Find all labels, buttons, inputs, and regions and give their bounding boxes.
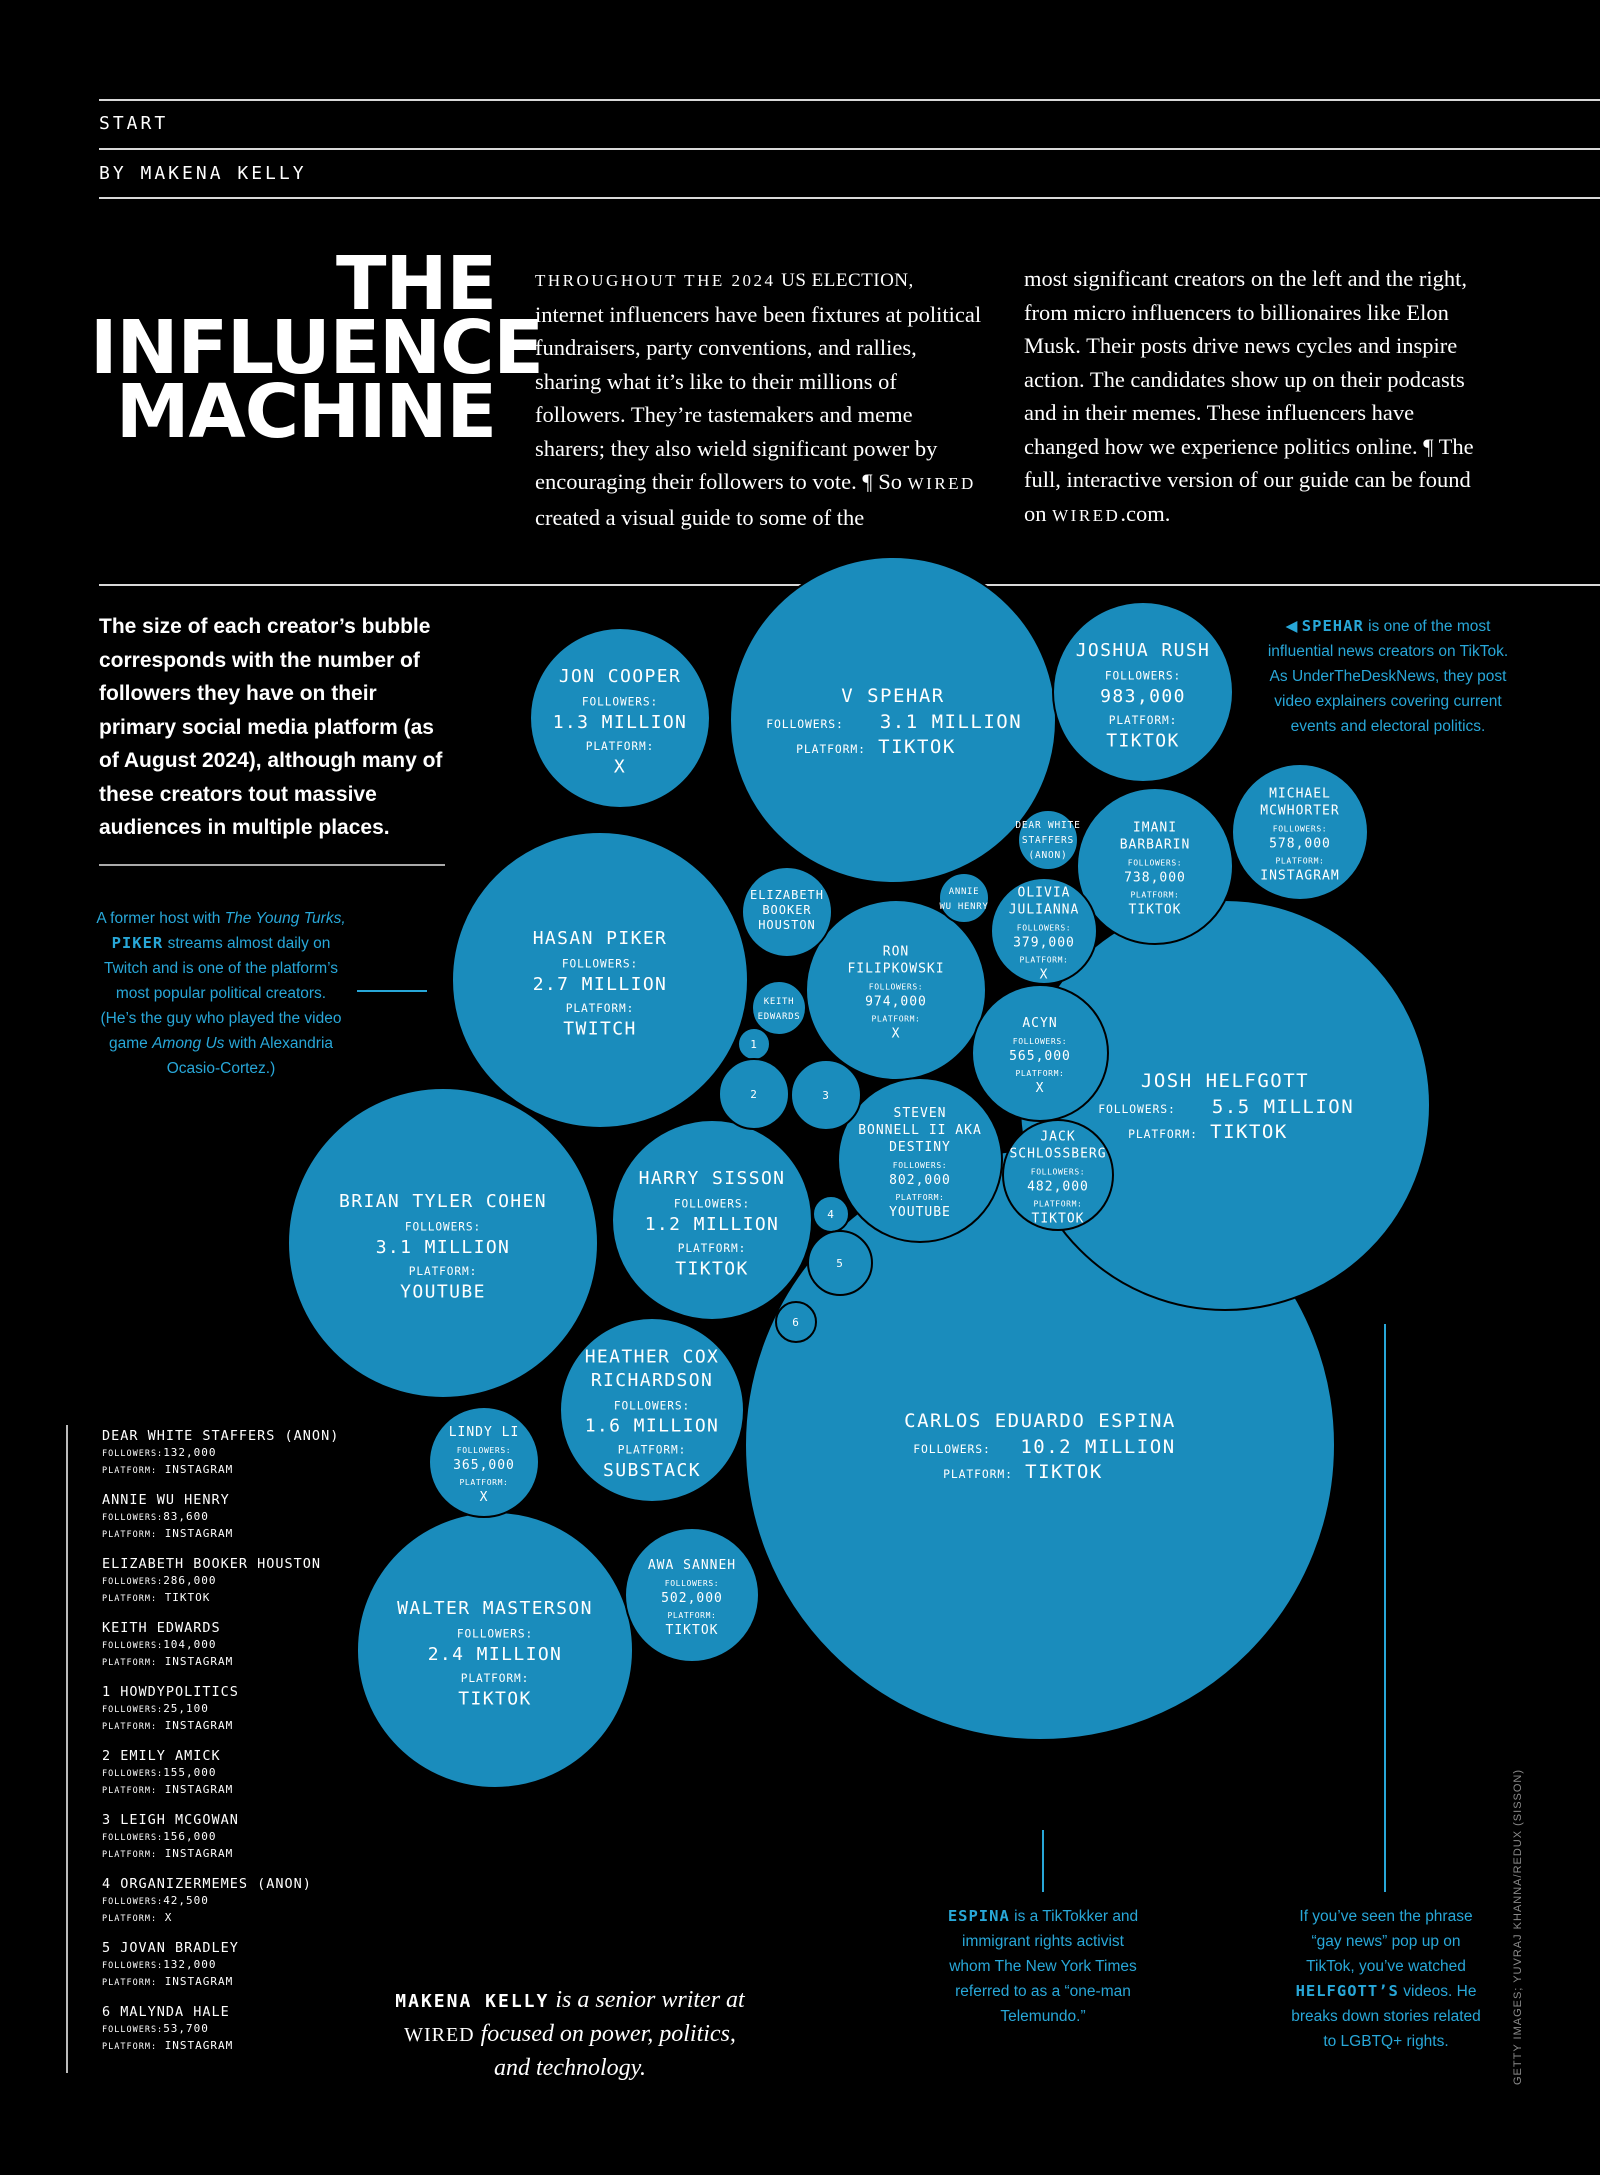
intro-lead: US ELECTION, xyxy=(781,270,914,291)
follower-count: 5.5 MILLION xyxy=(1211,1096,1355,1118)
creator-name: V SPEHAR xyxy=(841,685,945,707)
follower-count: 3.1 MILLION xyxy=(879,711,1023,733)
list-item-name: 4 ORGANIZERMEMES (ANON) xyxy=(102,1876,312,1892)
creator-name: FILIPKOWSKI xyxy=(847,961,945,977)
platform-label: PLATFORM: xyxy=(871,1014,921,1024)
bubble-number: 3 xyxy=(822,1089,830,1102)
platform-name: X xyxy=(1035,1081,1045,1097)
platform-label: PLATFORM: xyxy=(1128,1127,1198,1141)
creator-name: JOSH HELFGOTT xyxy=(1140,1070,1310,1092)
platform-label: PLATFORM: xyxy=(796,742,866,756)
list-item xyxy=(102,1491,339,1543)
creator-name: MCWHORTER xyxy=(1260,803,1340,819)
intro-text: most significant creators on the left and the right, from micro influencers to billionaires like Elon Musk. Their posts drive news cycles and inspire action. The candidates show up on their podcasts and in their memes. These influencers have changed how we experience politics online. ¶ The full, interactive version of our guide can be found on xyxy=(1024,266,1474,526)
creator-name: CARLOS EDUARDO ESPINA xyxy=(904,1410,1176,1432)
platform-label: PLATFORM: xyxy=(1019,955,1069,965)
callout-name: HELFGOTT’S xyxy=(1295,1982,1399,2000)
platform-label: PLATFORM: xyxy=(677,1242,747,1256)
list-item xyxy=(102,1811,339,1863)
creator-name: KEITH xyxy=(763,997,795,1007)
bubble-number: 1 xyxy=(750,1038,758,1051)
list-item xyxy=(102,1427,339,1479)
list-item-platform: PLATFORM: INSTAGRAM xyxy=(102,1975,234,1988)
list-item xyxy=(102,1555,339,1607)
creator-name: JON COOPER xyxy=(558,666,682,688)
platform-label: PLATFORM: xyxy=(1275,856,1325,866)
followers-label: FOLLOWERS: xyxy=(664,1579,720,1589)
list-item-followers: FOLLOWERS:286,000 xyxy=(102,1574,217,1587)
platform-name: X xyxy=(479,1490,489,1506)
platform-name: TIKTOK xyxy=(1106,730,1180,752)
creator-bubble xyxy=(939,873,989,923)
arrow-left-icon: ◀ xyxy=(1285,618,1298,635)
list-item-followers: FOLLOWERS:53,700 xyxy=(102,2022,209,2035)
followers-label: FOLLOWERS: xyxy=(581,695,659,709)
list-item-platform: PLATFORM: X xyxy=(102,1911,173,1924)
list-item-platform: PLATFORM: INSTAGRAM xyxy=(102,2039,234,2052)
list-item xyxy=(102,2003,339,2055)
creator-name: WALTER MASTERSON xyxy=(397,1598,593,1620)
creator-bubble xyxy=(752,981,806,1035)
follower-count: 379,000 xyxy=(1013,935,1075,951)
creator-name: BONNELL II AKA xyxy=(858,1123,982,1139)
creator-name: ACYN xyxy=(1022,1016,1058,1032)
creator-name: EDWARDS xyxy=(757,1012,801,1022)
creator-name: HEATHER COX xyxy=(584,1346,720,1368)
platform-label: PLATFORM: xyxy=(460,1672,530,1686)
list-item xyxy=(102,1619,339,1671)
creator-name: HOUSTON xyxy=(758,918,816,932)
platform-label: PLATFORM: xyxy=(1033,1199,1083,1209)
title-line: INFLUENCE xyxy=(90,305,543,391)
callout-text: If you’ve seen the phrase “gay news” pop up on TikTok, you’ve watched xyxy=(1299,1908,1473,1975)
follower-count: 983,000 xyxy=(1100,685,1186,707)
title-line: MACHINE xyxy=(115,369,496,455)
followers-label: FOLLOWERS: xyxy=(1104,669,1182,683)
list-item-followers: FOLLOWERS:42,500 xyxy=(102,1894,209,1907)
callout-text: with Alexandria Ocasio-Cortez.) xyxy=(166,1035,334,1077)
platform-label: PLATFORM: xyxy=(1108,714,1178,728)
bubble-number: 6 xyxy=(792,1316,800,1329)
list-item-followers: FOLLOWERS:104,000 xyxy=(102,1638,217,1651)
follower-count: 565,000 xyxy=(1009,1049,1071,1065)
platform-name: X xyxy=(613,756,627,778)
callout-text: videos. He breaks down stories related to LGBTQ+ rights. xyxy=(1291,1983,1481,2050)
creator-name: ELIZABETH xyxy=(749,888,825,902)
followers-label: FOLLOWERS: xyxy=(561,957,639,971)
followers-label: FOLLOWERS: xyxy=(673,1197,751,1211)
follower-count: 578,000 xyxy=(1269,836,1331,852)
creator-name: STEVEN xyxy=(893,1106,947,1122)
list-item-followers: FOLLOWERS:83,600 xyxy=(102,1510,209,1523)
list-item-name: 3 LEIGH MCGOWAN xyxy=(102,1812,239,1828)
bubble-number: 4 xyxy=(827,1208,835,1221)
bubble-explainer: The size of each creator’s bubble corresponds with the number of followers they have on their primary social media platform (as of August 2024), although many of these creators tout massive audiences in multiple places. xyxy=(99,615,443,839)
platform-label: PLATFORM: xyxy=(1015,1069,1065,1079)
creator-name: SCHLOSSBERG xyxy=(1009,1146,1107,1162)
follower-count: 1.2 MILLION xyxy=(644,1213,780,1235)
list-divider xyxy=(66,1425,68,2073)
callout-name: PIKER xyxy=(111,934,164,952)
list-item xyxy=(102,1939,339,1991)
list-item xyxy=(102,1683,339,1735)
intro-text: created a visual guide to some of the xyxy=(535,504,865,530)
followers-label: FOLLOWERS: xyxy=(1272,824,1328,834)
list-item xyxy=(102,1747,339,1799)
platform-name: X xyxy=(1039,967,1049,983)
platform-name: TIKTOK xyxy=(1031,1211,1085,1227)
callout-show-title: The Young Turks, xyxy=(224,910,346,927)
list-item-name: 2 EMILY AMICK xyxy=(102,1748,221,1764)
list-item-platform: PLATFORM: INSTAGRAM xyxy=(102,1847,234,1860)
creator-name: (ANON) xyxy=(1028,850,1068,861)
intro-text: .com. xyxy=(1120,500,1171,526)
creator-name: OLIVIA xyxy=(1017,885,1071,901)
list-item-name: 1 HOWDYPOLITICS xyxy=(102,1684,239,1700)
platform-name: TIKTOK xyxy=(1025,1461,1103,1483)
followers-label: FOLLOWERS: xyxy=(913,1442,991,1456)
platform-label: PLATFORM: xyxy=(585,740,655,754)
follower-count: 2.4 MILLION xyxy=(427,1643,563,1665)
follower-count: 502,000 xyxy=(661,1591,723,1607)
followers-label: FOLLOWERS: xyxy=(868,982,924,992)
follower-count: 1.6 MILLION xyxy=(584,1415,720,1437)
wired-wordmark: WIRED xyxy=(404,2024,475,2046)
list-item-platform: PLATFORM: TIKTOK xyxy=(102,1591,211,1604)
followers-label: FOLLOWERS: xyxy=(1098,1102,1176,1116)
title-line: THE xyxy=(336,241,496,327)
wired-wordmark: WIRED xyxy=(1052,505,1121,525)
platform-label: PLATFORM: xyxy=(1130,890,1180,900)
callout-text: streams almost daily on Twitch and is one of the platform’s most popular political creators. (He’s the guy who played the video game xyxy=(100,935,342,1052)
creator-name: JULIANNA xyxy=(1008,902,1080,918)
callout-text: is one of the most influential news creators on TikTok. As UnderTheDeskNews, they post video explainers covering current events and electoral politics. xyxy=(1267,618,1509,735)
platform-label: PLATFORM: xyxy=(459,1478,509,1488)
list-item-platform: PLATFORM: INSTAGRAM xyxy=(102,1719,234,1732)
platform-label: PLATFORM: xyxy=(565,1002,635,1016)
intro-lead: THROUGHOUT THE 2024 xyxy=(535,271,776,290)
bio-text: focused on power, politics, and technology. xyxy=(480,2021,736,2081)
callout-text: is a TikTokker and immigrant rights activist whom The New York Times referred to as a “one-man Telemundo.” xyxy=(949,1908,1139,2025)
creator-name: IMANI xyxy=(1132,820,1178,836)
list-item-platform: PLATFORM: INSTAGRAM xyxy=(102,1463,234,1476)
creator-name: ANNIE xyxy=(948,887,980,897)
creator-name: MICHAEL xyxy=(1269,786,1331,802)
follower-count: 974,000 xyxy=(865,994,927,1010)
platform-name: INSTAGRAM xyxy=(1260,868,1340,884)
wired-wordmark: WIRED xyxy=(907,474,976,493)
author-bio xyxy=(395,1984,745,2085)
list-item-followers: FOLLOWERS:25,100 xyxy=(102,1702,209,1715)
list-item-name: ANNIE WU HENRY xyxy=(102,1492,230,1508)
bubble-number: 2 xyxy=(750,1088,758,1101)
list-item-name: 6 MALYNDA HALE xyxy=(102,2004,230,2020)
platform-label: PLATFORM: xyxy=(943,1467,1013,1481)
creator-name: HARRY SISSON xyxy=(638,1168,786,1190)
follower-count: 3.1 MILLION xyxy=(375,1236,511,1258)
creator-name: WU HENRY xyxy=(939,902,989,912)
intro-text: internet influencers have been fixtures at political fundraisers, party conventions, and rallies, sharing what it’s like to their millions of followers. They’re tastemakers and meme sharers; they also wield significant power by encouraging their followers to vote. ¶ So xyxy=(535,301,982,494)
list-item-platform: PLATFORM: INSTAGRAM xyxy=(102,1527,234,1540)
followers-label: FOLLOWERS: xyxy=(1030,1167,1086,1177)
platform-name: TIKTOK xyxy=(675,1258,749,1280)
platform-name: YOUTUBE xyxy=(889,1205,951,1221)
follower-count: 802,000 xyxy=(889,1172,951,1188)
platform-label: PLATFORM: xyxy=(408,1265,478,1279)
list-item-platform: PLATFORM: INSTAGRAM xyxy=(102,1655,234,1668)
creator-name: BRIAN TYLER COHEN xyxy=(338,1191,548,1213)
platform-label: PLATFORM: xyxy=(895,1193,945,1203)
creator-name: JOSHUA RUSH xyxy=(1075,640,1211,662)
creator-name: AWA SANNEH xyxy=(647,1558,737,1574)
list-item-followers: FOLLOWERS:156,000 xyxy=(102,1830,217,1843)
platform-name: TIKTOK xyxy=(878,736,956,758)
platform-name: SUBSTACK xyxy=(603,1459,701,1481)
author-name: MAKENA KELLY xyxy=(395,1991,550,2012)
platform-name: TIKTOK xyxy=(458,1688,532,1710)
followers-label: FOLLOWERS: xyxy=(892,1160,948,1170)
platform-name: X xyxy=(891,1026,901,1042)
platform-name: TIKTOK xyxy=(1128,902,1182,918)
creator-name: HASAN PIKER xyxy=(532,928,668,950)
list-item-followers: FOLLOWERS:132,000 xyxy=(102,1958,217,1971)
followers-label: FOLLOWERS: xyxy=(456,1446,512,1456)
follower-count: 738,000 xyxy=(1124,870,1186,886)
list-item-name: KEITH EDWARDS xyxy=(102,1620,221,1636)
follower-count: 365,000 xyxy=(453,1458,515,1474)
list-item xyxy=(102,1875,339,1927)
list-item-name: DEAR WHITE STAFFERS (ANON) xyxy=(102,1428,340,1444)
callout-name: SPEHAR xyxy=(1301,617,1364,635)
followers-label: FOLLOWERS: xyxy=(1016,923,1072,933)
follower-count: 2.7 MILLION xyxy=(532,973,668,995)
creator-name: RICHARDSON xyxy=(590,1369,714,1391)
platform-name: TIKTOK xyxy=(665,1623,719,1639)
callout-text: A former host with xyxy=(96,910,221,927)
followers-label: FOLLOWERS: xyxy=(404,1220,482,1234)
platform-name: YOUTUBE xyxy=(400,1281,486,1303)
section-label: START xyxy=(99,113,169,134)
list-item-name: ELIZABETH BOOKER HOUSTON xyxy=(102,1556,322,1572)
creator-name: JACK xyxy=(1040,1129,1076,1145)
creator-name: LINDY LI xyxy=(448,1425,520,1441)
follower-count: 1.3 MILLION xyxy=(552,711,688,733)
photo-credit: GETTY IMAGES; YUVRAJ KHANNA/REDUX (SISSON) xyxy=(1512,1768,1524,2085)
platform-name: TWITCH xyxy=(563,1018,637,1040)
follower-count: 10.2 MILLION xyxy=(1020,1436,1176,1458)
followers-label: FOLLOWERS: xyxy=(1012,1037,1068,1047)
bio-text: is a senior writer at xyxy=(555,1987,745,2013)
creator-name: BARBARIN xyxy=(1119,837,1191,853)
list-item-platform: PLATFORM: INSTAGRAM xyxy=(102,1783,234,1796)
creator-name: STAFFERS xyxy=(1021,835,1075,846)
creator-name: RON xyxy=(882,944,910,960)
list-item-followers: FOLLOWERS:132,000 xyxy=(102,1446,217,1459)
callout-name: ESPINA xyxy=(947,1907,1010,1925)
creator-name: DEAR WHITE xyxy=(1015,820,1081,831)
list-item-name: 5 JOVAN BRADLEY xyxy=(102,1940,239,1956)
followers-label: FOLLOWERS: xyxy=(766,717,844,731)
byline: BY MAKENA KELLY xyxy=(99,163,307,184)
platform-label: PLATFORM: xyxy=(617,1443,687,1457)
creator-name: BOOKER xyxy=(762,903,812,917)
follower-count: 482,000 xyxy=(1027,1179,1089,1195)
followers-label: FOLLOWERS: xyxy=(1127,858,1183,868)
list-item-followers: FOLLOWERS:155,000 xyxy=(102,1766,217,1779)
platform-name: TIKTOK xyxy=(1210,1121,1288,1143)
small-creators-list xyxy=(102,1427,339,2067)
followers-label: FOLLOWERS: xyxy=(613,1399,691,1413)
followers-label: FOLLOWERS: xyxy=(456,1627,534,1641)
creator-name: DESTINY xyxy=(889,1140,951,1156)
callout-game-title: Among Us xyxy=(152,1035,225,1052)
platform-label: PLATFORM: xyxy=(667,1611,717,1621)
bubble-number: 5 xyxy=(836,1257,844,1270)
